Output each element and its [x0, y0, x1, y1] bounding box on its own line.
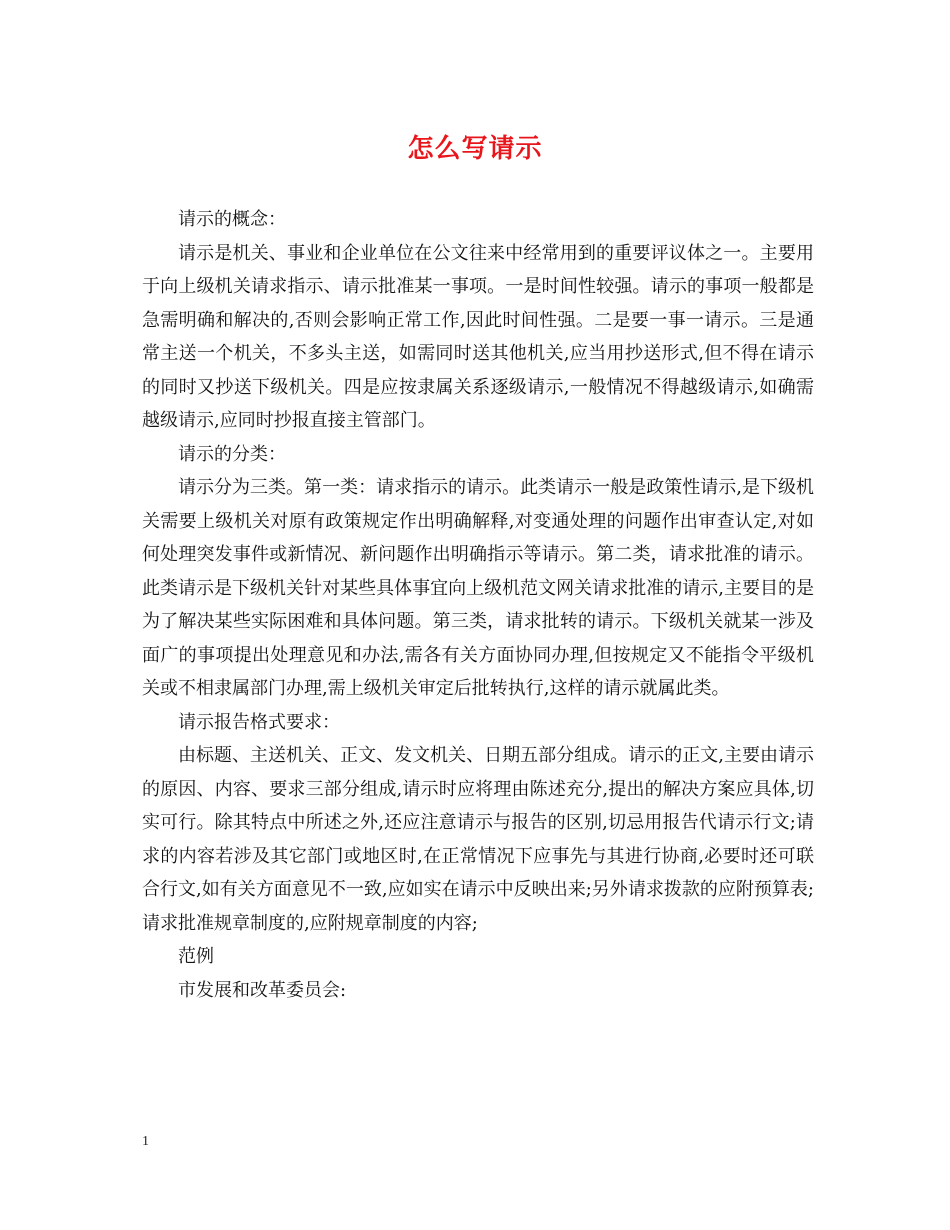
- section-heading-classification: 请示的分类：: [178, 443, 286, 465]
- document-title: 怎么写请示: [407, 134, 543, 164]
- example-addressee: 市发展和改革委员会:: [178, 979, 347, 1001]
- page-number: 1: [142, 1134, 149, 1149]
- paragraph-classification: 请示分为三类。第一类：请求指示的请示。此类请示一般是政策性请示,是下级机关需要上级机关对原有政策规定作出明确解释,对变通处理的问题作出审查认定,对如何处理突发事件或新情况、新问题作出明确指示等请示。第二类，请求批准的请示。此类请示是下级机关针对某些具体事宜向上级机范文网关请求批准的请示,主要目的是为了解决某些实际困难和具体问题。第三类，请求批转的请示。下级机关就某一涉及面广的事项提出处理意见和办法,需各有关方面协同办理,但按规定又不能指令平级机关或不相隶属部门办理,需上级机关审定后批转执行,这样的请示就属此类。: [142, 477, 814, 699]
- section-heading-format: 请示报告格式要求：: [178, 711, 340, 733]
- section-heading-example: 范例: [178, 946, 214, 967]
- paragraph-format: 由标题、主送机关、正文、发文机关、日期五部分组成。请示的正文,主要由请示的原因、内容、要求三部分组成,请示时应将理由陈述充分,提出的解决方案应具体,切实可行。除其特点中所述之外,还应注意请示与报告的区别,切忌用报告代请示行文;请求的内容若涉及其它部门或地区时,在正常情况下应事先与其进行协商,必要时还可联合行文,如有关方面意见不一致,应如实在请示中反映出来;另外请求拨款的应附预算表;请求批准规章制度的,应附规章制度的内容;: [142, 745, 814, 934]
- document-body: [142, 203, 814, 1007]
- section-heading-concept: 请示的概念：: [178, 209, 286, 230]
- paragraph-concept: 请示是机关、事业和企业单位在公文往来中经常用到的重要评议体之一。主要用于向上级机关请求指示、请示批准某一事项。一是时间性较强。请示的事项一般都是急需明确和解决的,否则会影响正常工作,因此时间性强。二是要一事一请示。三是通常主送一个机关，不多头主送，如需同时送其他机关,应当用抄送形式,但不得在请示的同时又抄送下级机关。四是应按隶属关系逐级请示,一般情况不得越级请示,如确需越级请示,应同时抄报直接主管部门。: [142, 242, 814, 431]
